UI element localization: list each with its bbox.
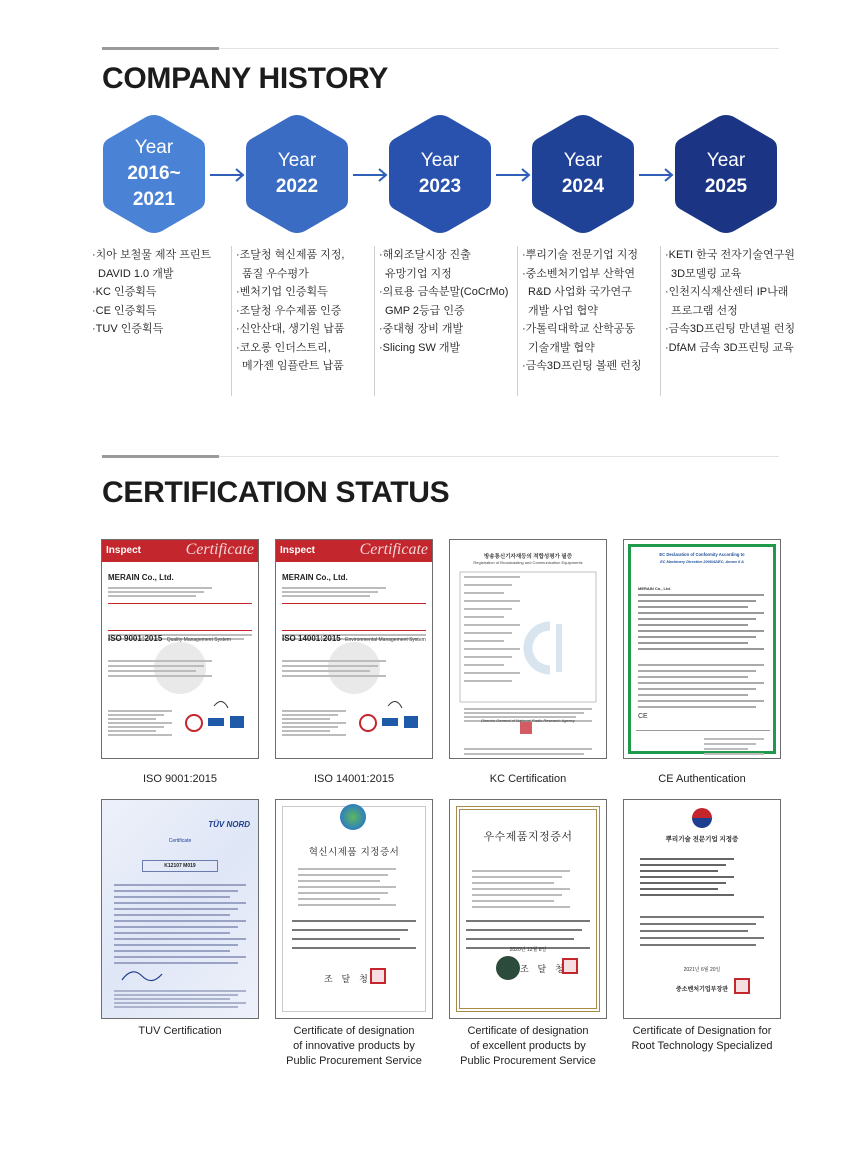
milestone-item: 3D모델링 교육	[671, 267, 742, 280]
certificate-caption	[81, 772, 279, 787]
certificate-caption-line: of innovative products by	[293, 1040, 415, 1052]
certificate-caption-line: TUV Certification	[138, 1025, 222, 1037]
milestone-year-word: Year	[277, 150, 317, 171]
milestone-hexagon	[100, 112, 208, 236]
certificate-image	[275, 799, 433, 1019]
certificate-caption	[603, 772, 801, 787]
company-name: MERAIN Co., Ltd.	[108, 573, 174, 582]
milestone-hexagon	[386, 112, 494, 236]
issuer-name: 중소벤처기업부장관	[675, 987, 729, 993]
svg-text:CE: CE	[638, 713, 648, 720]
certificate-caption-line: Certificate of designation	[293, 1025, 415, 1037]
certificate-caption	[255, 1024, 453, 1069]
certificate-image	[449, 799, 607, 1019]
milestone-item: R&D 사업화 국가연구	[528, 286, 632, 298]
milestone-year-word: Year	[134, 137, 174, 158]
milestone-item: ·벤처기업 인증획득	[236, 286, 328, 298]
milestone-column	[660, 246, 803, 396]
milestone-item: 프로그램 선정	[671, 304, 738, 317]
milestone-year: 2016~	[127, 163, 181, 184]
milestone-item: ·의료용 금속분말(CoCrMo)	[379, 286, 509, 298]
official-stamp-icon	[562, 958, 578, 974]
ce-subheading: EC Machinery Directive 2006/42/EC, Annex II A	[660, 560, 744, 564]
milestone-item: ·KETI 한국 전자기술연구원	[665, 249, 795, 261]
milestone-item: ·CE 인증획득	[92, 304, 157, 317]
certificate-script-title: Certificate	[185, 541, 254, 558]
milestone-item: ·TUV 인증획득	[92, 323, 164, 335]
taegeuk-emblem-icon	[692, 808, 712, 828]
certificate-script-title: Certificate	[359, 541, 428, 558]
milestone-item: ·조달청 우수제품 인증	[236, 304, 342, 317]
milestone-item: ·해외조달시장 진출	[379, 249, 471, 261]
certificate-image	[623, 799, 781, 1019]
milestone-item: 개발 사업 협약	[528, 304, 598, 317]
certificate-date: 2020년 12월 8일	[509, 947, 547, 953]
milestone-item: GMP 2등급 인증	[385, 304, 465, 317]
milestone-year-word: Year	[706, 150, 746, 171]
milestone-year: 2025	[704, 176, 748, 197]
certificate-image	[275, 539, 433, 759]
ce-heading: EC Declaration of Conformity According to	[659, 552, 745, 557]
kor-heading: 우수제품지정증서	[483, 830, 573, 843]
milestone-column	[88, 246, 231, 396]
issuer-name: 조 달 청	[520, 965, 567, 975]
milestone-item: ·KC 인증획득	[92, 286, 157, 298]
milestone-item: ·중소벤처기업부 산학연	[522, 267, 635, 280]
kc-heading: 방송통신기자재등의 적합성평가 필증	[483, 554, 573, 560]
middle-rule	[102, 456, 779, 457]
milestone-year: 2022	[275, 176, 319, 197]
timeline-columns	[88, 246, 796, 396]
milestone-item: 품질 우수평가	[242, 267, 309, 280]
kc-subheading: Registration of Broadcasting and Communication Equipments	[473, 560, 583, 565]
official-stamp-icon	[370, 968, 386, 984]
tuv-number: K12107 M019	[164, 863, 196, 869]
milestone-item: ·DfAM 금속 3D프린팅 교육	[665, 341, 794, 354]
ce-company: MERAIN Co., Ltd.	[638, 586, 671, 591]
certificate-image	[623, 539, 781, 759]
standard-name: ISO 9001:2015	[108, 634, 163, 643]
milestone-hexagon	[672, 112, 780, 236]
certificate-caption	[603, 1024, 801, 1054]
milestone-item: ·중대형 장비 개발	[379, 323, 464, 335]
arrow-right-icon	[494, 167, 532, 183]
milestone-item: ·금속3D프린팅 볼펜 런칭	[522, 360, 642, 372]
tuv-heading: Certificate	[168, 838, 192, 844]
arrow-right-icon	[351, 167, 389, 183]
history-title: COMPANY HISTORY	[102, 62, 389, 95]
kc-footer: Director General of National Radio Research Agency	[481, 718, 575, 723]
milestone-item: ·인천지식재산센터 IP나래	[665, 286, 789, 298]
milestone-year-word: Year	[420, 150, 460, 171]
milestone-item: ·금속3D프린팅 만년필 런칭	[665, 323, 796, 335]
certificate-caption-line: Certificate of designation	[467, 1025, 589, 1037]
certificate-image	[449, 539, 607, 759]
certificate-caption-line: KC Certification	[489, 773, 567, 785]
certificate-caption	[429, 772, 627, 787]
milestone-year-word: Year	[563, 150, 603, 171]
certificate-date: 2021년 6월 20일	[683, 967, 721, 973]
certificate-caption	[255, 772, 453, 787]
certificate-image	[101, 799, 259, 1019]
standard-scope: Environmental Management System	[345, 637, 426, 643]
milestone-year: 2023	[418, 176, 462, 197]
milestone-item: ·Slicing SW 개발	[379, 341, 461, 354]
root-heading: 뿌리기술 전문기업 지정증	[665, 836, 739, 843]
emblem-icon	[340, 804, 366, 830]
milestone-year: 2024	[561, 176, 605, 197]
milestone-column	[374, 246, 517, 396]
timeline	[100, 112, 800, 248]
certificate-caption-line: Certificate of Designation for	[632, 1025, 772, 1037]
milestone-item: 기술개발 협약	[528, 341, 595, 354]
certificate-caption-line: Public Procurement Service	[460, 1055, 596, 1067]
arrow-right-icon	[637, 167, 675, 183]
milestone-item: ·치아 보철물 제작 프린트	[92, 249, 212, 261]
top-rule	[102, 48, 779, 49]
milestone-item: ·신안산대, 생기원 납품	[236, 323, 345, 335]
certificate-caption	[81, 1024, 279, 1039]
certificate-image	[101, 539, 259, 759]
standard-scope: Quality Management System	[166, 637, 231, 643]
certificate-caption-line: ISO 14001:2015	[313, 773, 395, 785]
seal-icon	[496, 956, 520, 980]
certificate-caption-line: ISO 9001:2015	[142, 773, 217, 785]
tuv-logo: TÜV NORD	[208, 820, 250, 829]
certificate-caption-line: Root Technology Specialized	[631, 1040, 773, 1052]
company-name: MERAIN Co., Ltd.	[282, 573, 348, 582]
milestone-item: DAVID 1.0 개발	[98, 267, 174, 280]
brand-logo: Inspect	[106, 545, 142, 556]
arrow-right-icon	[208, 167, 246, 183]
milestone-hexagon	[243, 112, 351, 236]
milestone-item: ·가톨릭대학교 산학공동	[522, 323, 635, 335]
milestone-item: ·코오롱 인더스트리,	[236, 341, 331, 354]
milestone-item: ·조달청 혁신제품 지정,	[236, 249, 345, 261]
brand-logo: Inspect	[280, 545, 316, 556]
certification-title: CERTIFICATION STATUS	[102, 476, 450, 509]
kor-heading: 혁신시제품 지정증서	[308, 847, 400, 858]
standard-name: ISO 14001:2015	[282, 634, 341, 643]
milestone-item: 유망기업 지정	[385, 267, 452, 280]
milestone-year: 2021	[132, 189, 176, 210]
milestone-column	[517, 246, 660, 396]
issuer-name: 조 달 청	[324, 975, 371, 985]
certificate-caption-line: of excellent products by	[470, 1040, 586, 1052]
milestone-item: 메가젠 임플란트 납품	[242, 360, 344, 372]
certificate-caption-line: CE Authentication	[658, 773, 746, 785]
milestone-hexagon	[529, 112, 637, 236]
certificate-caption	[429, 1024, 627, 1069]
official-stamp-icon	[734, 978, 750, 994]
milestone-item: ·뿌리기술 전문기업 지정	[522, 249, 639, 261]
certificate-caption-line: Public Procurement Service	[286, 1055, 422, 1067]
milestone-column	[231, 246, 374, 396]
